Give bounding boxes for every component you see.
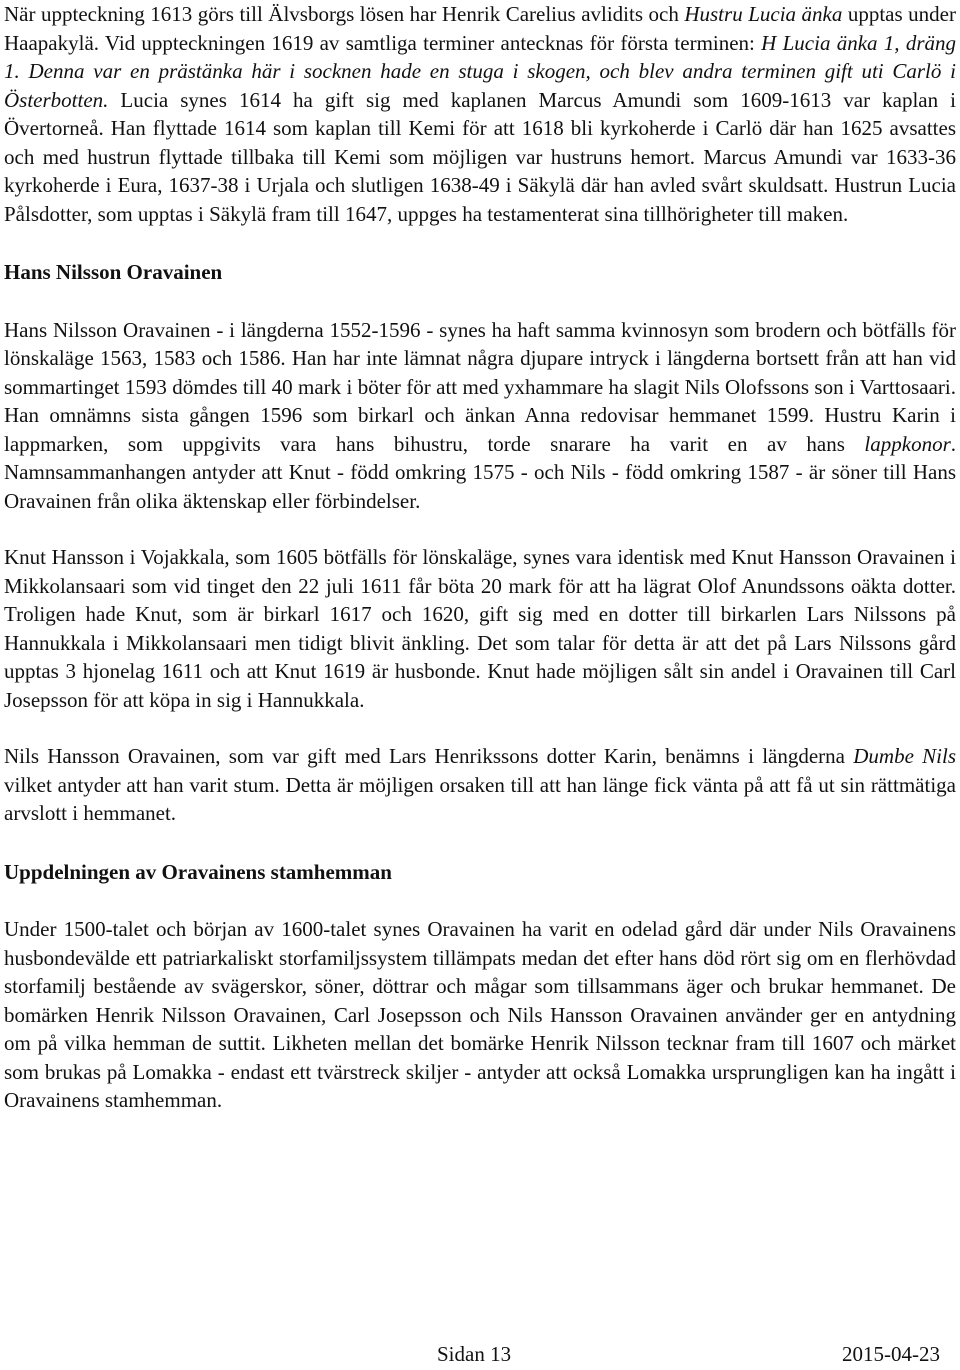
page-number: Sidan 13 (437, 1342, 512, 1366)
intro-text-3: Lucia synes 1614 ha gift sig med kaplanen Marcus Amundi som 1609-1613 var kaplan i Övertorneå. Han flyttade 1614 som kaplan till Kemi för att 1618 bli kyrkoherde i Carlö där han 1625 avsattes och med hustrun flyttade tillbaka till Kemi som möjligen var hustruns hemort. Marcus Amundi var 1633-36 kyrkoherde i Eura, 1637-38 i Urjala och slutligen 1638-49 i Säkylä där han avled svårt skuldsatt. Hustrun Lucia Pålsdotter, som upptas i Säkylä fram till 1647, uppges ha testamenterat sina tillhörigheter till maken. (4, 87, 956, 226)
footer-date: 2015-04-23 (842, 1342, 940, 1366)
page-footer (0, 1342, 960, 1370)
hans-p3-emphasis: Dumbe Nils (853, 744, 956, 768)
intro-paragraph (4, 0, 956, 228)
document-page (4, 0, 956, 1115)
hans-p3-text-a: Nils Hansson Oravainen, som var gift med Lars Henrikssons dotter Karin, benämns i längderna (4, 744, 854, 768)
intro-text-2: upptas under Haapakylä. Vid uppteckningen 1619 av samtliga terminer antecknas för första terminen: (4, 2, 956, 55)
uppdelning-paragraph-1: Under 1500-talet och början av 1600-talet synes Oravainen ha varit en odelad gård där under Nils Oravainens husbondevälde ett patriarkaliskt storfamiljssystem tillämpats medan det efter hans död rört sig om en flerhövdad storfamilj bestående av svägerskor, söner, döttrar och mågar som tillsammans äger och brukar hemmanet. De bomärken Henrik Nilsson Oravainen, Carl Josepsson och Nils Hansson Oravainen använder ger en antydning om på vilka hemman de suttit. Likheten mellan det bomärke Henrik Nilsson tecknar fram till 1607 och märket som brukas på Lomakka - endast ett tvärstreck skiljer - antyder att också Lomakka ursprungligen kan ha ingått i Oravainens stamhemman. (4, 917, 956, 1112)
hans-paragraph-2: Knut Hansson i Vojakkala, som 1605 bötfälls för lönskaläge, synes vara identisk med Knut Hansson Oravainen i Mikkolansaari som vid tinget den 22 juli 1611 får böta 20 mark för att ha lägrat Olof Anundssons oäkta dotter. Troligen hade Knut, som är birkarl 1617 och 1620, gift sig med en dotter till birkarlen Lars Nilssons på Hannukkala i Mikkolansaari men tidigt blivit änkling. Det som talar för detta är att det på Lars Nilssons gård upptas 3 hjonelag 1611 och att Knut 1619 är husbonde. Knut hade möjligen sålt sin andel i Oravainen till Carl Josepsson för att köpa in sig i Hannukkala. (4, 545, 956, 712)
hans-paragraph-3 (4, 742, 956, 828)
intro-emphasis-2: H Lucia änka 1, dräng 1. Denna var en prästänka här i socknen hade en stuga i skogen, och blev andra terminen gift uti Carlö i Österbotten. (4, 30, 956, 112)
intro-emphasis-1: Hustru Lucia änka (684, 2, 843, 26)
heading-uppdelningen: Uppdelningen av Oravainens stamhemman (4, 859, 392, 884)
hans-p3-text-b: vilket antyder att han varit stum. Detta är möjligen orsaken till att han länge fick vänta på att få ut sin rättmätiga arvslott i hemmanet. (4, 772, 956, 825)
hans-p1-emphasis: lappkonor (864, 431, 951, 456)
heading-hans-nilsson: Hans Nilsson Oravainen (4, 260, 223, 284)
hans-p1-text-a: Hans Nilsson Oravainen - i längderna 1552-1596 - synes ha haft samma kvinnosyn som brodern och bötfälls för lönskaläge 1563, 1583 och 1586. Han har inte lämnat några djupare intryck i längderna bortsett från att han vid sommartinget 1593 dömdes till 40 mark i böter för att med yxhammare ha slagit Nils Olofssons son i Varttosaari. Han omnämns sista gången 1596 som birkarl och änkan Anna redovisar hemmanet 1599. Hustru Karin i lappmarken, som uppgivits vara hans bihustru, torde snarare ha varit en av hans (4, 317, 956, 456)
hans-paragraph-1 (4, 316, 956, 516)
hans-p1-text-b: . Namnsammanhangen antyder att Knut - född omkring 1575 - och Nils - född omkring 1587 - är söner till Hans Oravainen från olika äktenskap eller förbindelser. (4, 431, 956, 513)
intro-text-1: När uppteckning 1613 görs till Älvsborgs lösen har Henrik Carelius avlidits och (4, 2, 685, 26)
